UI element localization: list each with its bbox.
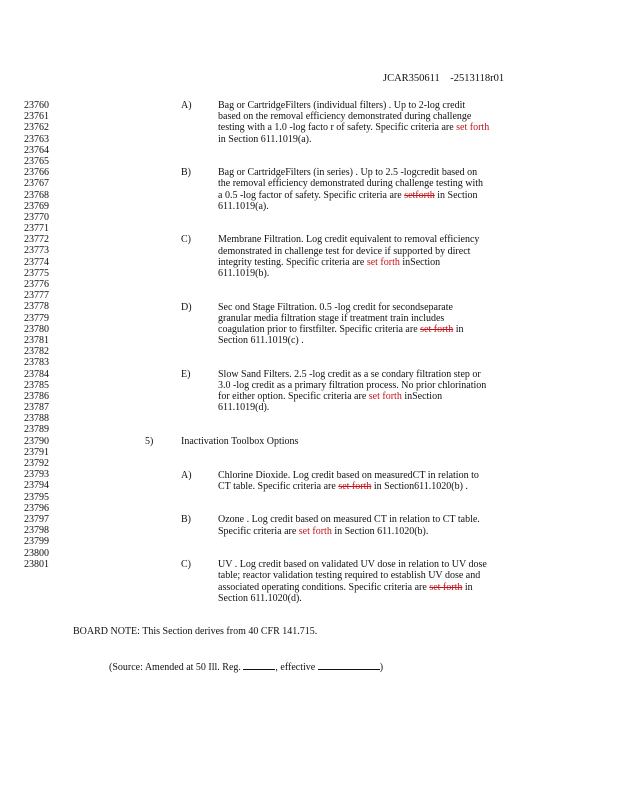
item-label: 5) xyxy=(145,436,154,447)
text-line: Membrane Filtration. Log credit equivalent to removal efficiency xyxy=(218,234,480,246)
line-number: 23780 xyxy=(24,323,49,335)
board-note: BOARD NOTE: This Section derives from 40 CFR 141.715. xyxy=(73,626,318,638)
line-number: 23794 xyxy=(24,480,49,492)
line-number: 23798 xyxy=(24,525,49,537)
deleted-text: set forth xyxy=(420,324,454,335)
line-number: 23792 xyxy=(24,458,49,469)
line-number: 23784 xyxy=(24,368,49,380)
line-number: 23760 xyxy=(24,100,49,111)
text-line: Section 611.1019(c) . xyxy=(218,335,304,347)
deleted-text: setforth xyxy=(404,189,435,201)
line-number: 23781 xyxy=(24,334,49,346)
text-line: Section 611.1020(d). xyxy=(218,592,302,604)
item-label: D) xyxy=(181,301,192,313)
line-number: 23773 xyxy=(24,245,49,257)
line-number: 23788 xyxy=(24,413,49,425)
inserted-text: set forth xyxy=(456,122,490,134)
line-number: 23767 xyxy=(24,178,49,190)
line-number: 23796 xyxy=(24,502,49,514)
text-line: Chlorine Dioxide. Log credit based on measuredCT in relation to xyxy=(218,469,479,481)
document-id-header: JCAR350611 -2513118r01 xyxy=(383,73,505,84)
blank-reg-number xyxy=(243,660,275,670)
line-number: 23761 xyxy=(24,111,49,123)
section-heading: Inactivation Toolbox Options xyxy=(181,436,299,447)
text-line: 611.1019(b). xyxy=(218,268,270,279)
line-number: 23799 xyxy=(24,536,49,548)
line-number: 23789 xyxy=(24,424,49,436)
line-number: 23765 xyxy=(24,155,49,167)
text-line: based on the removal efficiency demonstrated during challenge xyxy=(218,111,472,123)
text-line: 611.1019(d). xyxy=(218,402,270,414)
text-line: Bag or CartridgeFilters (individual filters) . Up to 2-log credit xyxy=(218,100,466,111)
line-number: 23791 xyxy=(24,446,49,458)
line-number: 23795 xyxy=(24,491,49,503)
inserted-text: set forth xyxy=(368,391,402,403)
line-number: 23797 xyxy=(24,513,49,525)
line-number: 23801 xyxy=(24,558,49,570)
text-line: CT table. Specific criteria are set forth in Section611.1020(b) . xyxy=(218,480,468,492)
text-line: coagulation prior to firstfilter. Specific criteria are set forth in xyxy=(218,324,464,335)
text-line: Slow Sand Filters. 2.5 -log credit as a se condary filtration step or xyxy=(218,368,481,380)
line-number: 23769 xyxy=(24,200,49,212)
line-number: 23793 xyxy=(24,469,49,481)
inserted-text: set forth xyxy=(366,256,400,268)
line-number: 23786 xyxy=(24,390,49,402)
inserted-text: set forth xyxy=(298,525,332,537)
line-number: 23783 xyxy=(24,357,49,369)
text-line: Sec ond Stage Filtration. 0.5 -log credit for secondseparate xyxy=(218,301,453,313)
line-number: 23787 xyxy=(24,402,49,414)
line-number: 23778 xyxy=(24,301,49,313)
text-line: the removal efficiency demonstrated during challenge testing with xyxy=(218,178,484,190)
line-number: 23762 xyxy=(24,122,49,134)
line-number: 23776 xyxy=(24,279,49,290)
line-number: 23764 xyxy=(24,144,49,156)
line-number: 23763 xyxy=(24,133,49,145)
line-number: 23772 xyxy=(24,234,49,246)
text-line: for either option. Specific criteria are set forth inSection xyxy=(218,391,443,403)
line-number: 23774 xyxy=(24,256,49,268)
item-label: E) xyxy=(181,368,191,380)
item-label: B) xyxy=(181,514,191,526)
text-line: a 0.5 -log factor of safety. Specific criteria are setforth in Section xyxy=(218,189,478,201)
source-note: (Source: Amended at 50 Ill. Reg. , effective ) xyxy=(109,662,384,673)
line-number: 23782 xyxy=(24,346,49,358)
deleted-text: set forth xyxy=(429,581,463,593)
item-label: C) xyxy=(181,559,191,571)
line-number: 23800 xyxy=(24,547,49,559)
line-number: 23775 xyxy=(24,267,49,279)
text-line: integrity testing. Specific criteria are set forth inSection xyxy=(218,256,441,268)
blank-effective-date xyxy=(318,660,380,670)
line-number: 23779 xyxy=(24,312,49,324)
text-line: demonstrated in challenge test for device if supported by direct xyxy=(218,245,471,257)
text-line: Ozone . Log credit based on measured CT in relation to CT table. xyxy=(218,514,480,526)
text-line: table; reactor validation testing required to establish UV dose and xyxy=(218,570,481,582)
text-line: Bag or CartridgeFilters (in series) . Up to 2.5 -logcredit based on xyxy=(218,167,478,179)
text-line: 3.0 -log credit as a primary filtration process. No prior chlorination xyxy=(218,380,487,391)
item-label: A) xyxy=(181,469,192,481)
item-label: C) xyxy=(181,234,191,246)
item-label: B) xyxy=(181,167,191,179)
line-number: 23777 xyxy=(24,290,49,302)
text-line: granular media filtration stage if treatment train includes xyxy=(218,312,445,324)
text-line: associated operating conditions. Specific criteria are set forth in xyxy=(218,581,473,593)
text-line: 611.1019(a). xyxy=(218,200,269,212)
text-line: in Section 611.1019(a). xyxy=(218,133,312,145)
item-label: A) xyxy=(181,100,192,111)
line-number: 23771 xyxy=(24,223,49,235)
text-line: testing with a 1.0 -log facto r of safety. Specific criteria are set forth xyxy=(218,122,490,134)
line-number: 23766 xyxy=(24,167,49,179)
text-line: Specific criteria are set forth in Section 611.1020(b). xyxy=(218,525,429,537)
line-number-column xyxy=(24,100,49,570)
text-line: UV . Log credit based on validated UV dose in relation to UV dose xyxy=(218,559,487,571)
line-number: 23768 xyxy=(24,189,49,201)
line-number: 23770 xyxy=(24,211,49,223)
line-number: 23785 xyxy=(24,379,49,391)
deleted-text: set forth xyxy=(338,480,372,492)
line-number: 23790 xyxy=(24,435,49,447)
